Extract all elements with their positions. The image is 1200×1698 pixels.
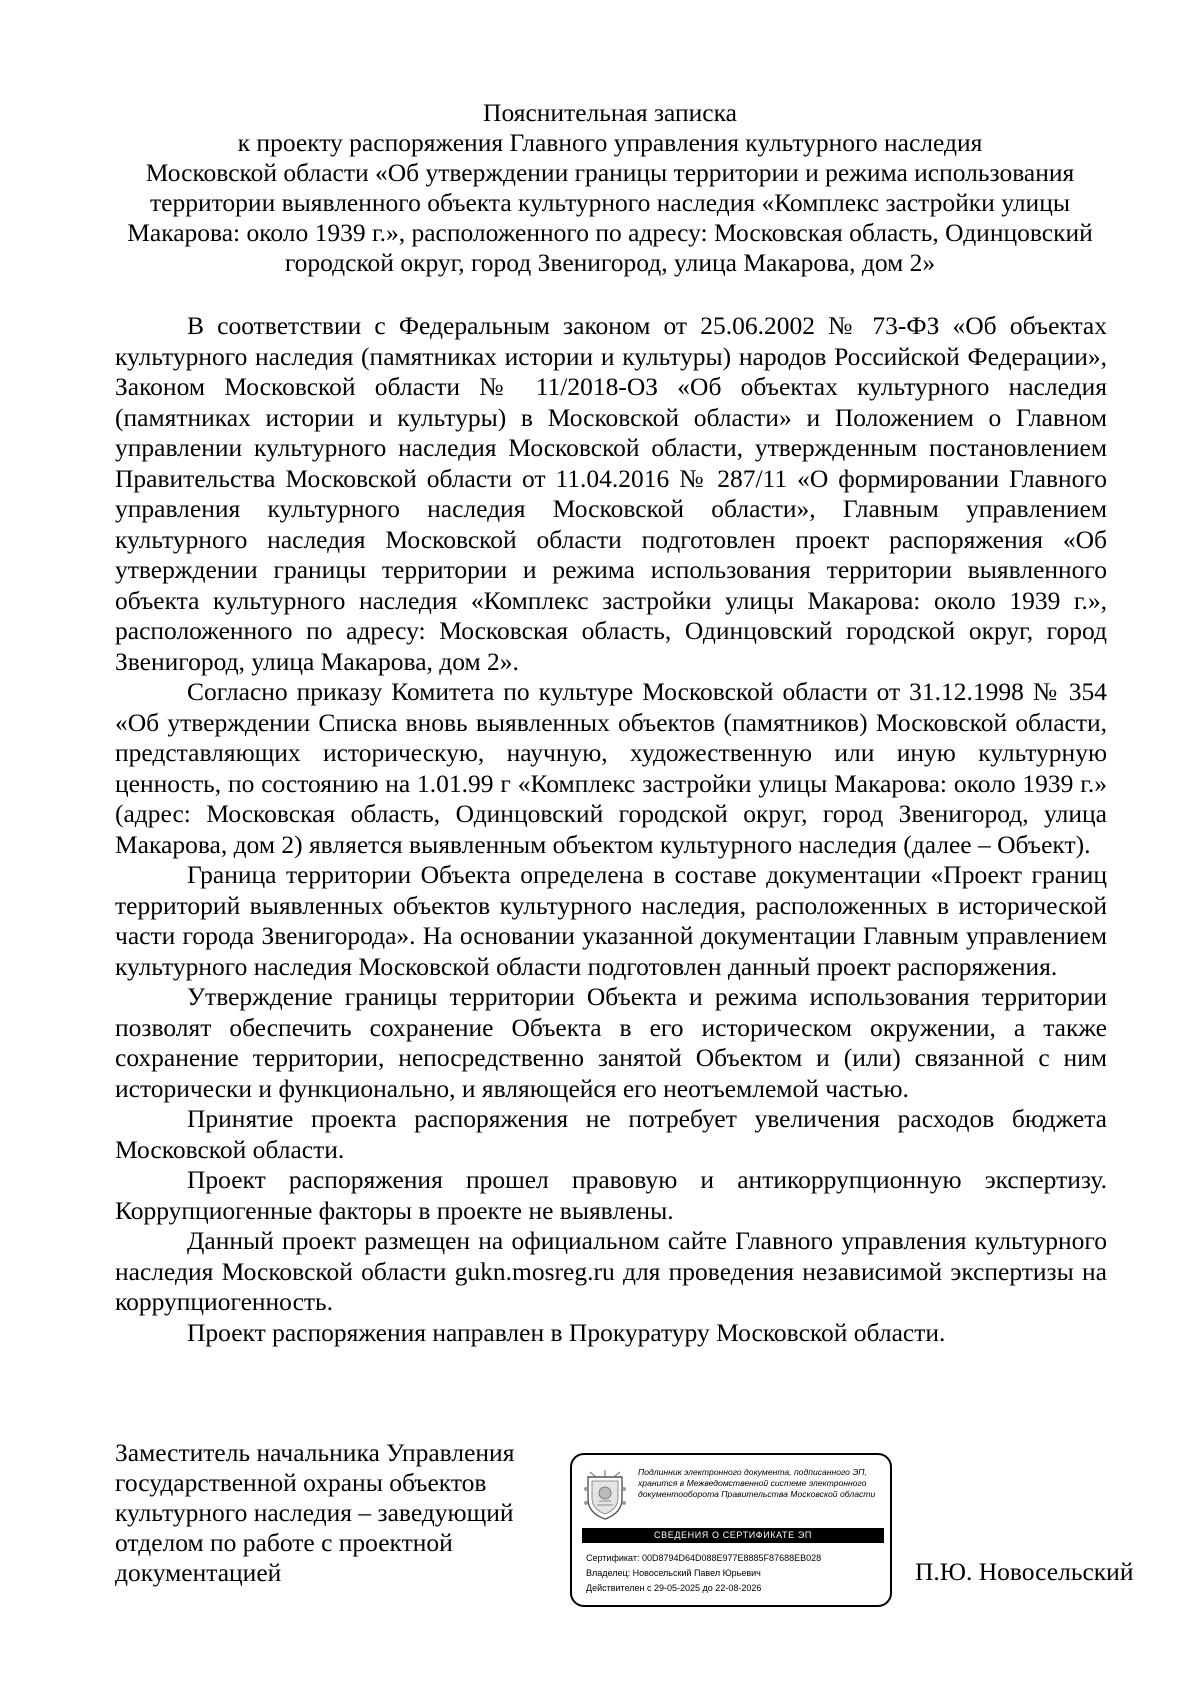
coat-of-arms-icon [582, 1469, 628, 1523]
paragraph: В соответствии с Федеральным законом от 25.06.2002 № 73-ФЗ «Об объектах культурного наследия (памятниках истории и культуры) народов Российской Федерации», Законом Московской области № 11/2018-ОЗ «Об объектах культурного наследия (памятниках истории и культуры) в Московской области» и Положением о Главном управлении культурного наследия Московской области, утвержденным постановлением Правительства Московской области от 11.04.2016 № 287/11 «О формировании Главного управления культурного наследия Московской области», Главным управлением культурного наследия Московской области подготовлен проект распоряжения «Об утверждении границы территории и режима использования территории выявленного объекта культурного наследия «Комплекс застройки улицы Макарова: около 1939 г.», расположенного по адресу: Московская область, Одинцовский городской округ, город Звенигород, улица Макарова, дом 2». [115, 311, 1107, 676]
position-line: отделом по работе с проектной [115, 1528, 453, 1557]
document-title [110, 98, 1110, 278]
title-line: территории выявленного объекта культурного наследия «Комплекс застройки улицы [150, 188, 1070, 217]
paragraph: Утверждение границы территории Объекта и режима использования территории позволят обеспечить сохранение Объекта в его историческом окружении, а также сохранение территории, непосредственно занятой Объектом и (или) связанной с ним исторически и функционально, и являющейся его неотъемлемой частью. [115, 982, 1107, 1103]
title-line: городской округ, город Звенигород, улица Макарова, дом 2» [284, 248, 936, 277]
paragraph: Проект распоряжения прошел правовую и антикоррупционную экспертизу. Коррупциогенные факторы в проекте не выявлены. [115, 1165, 1107, 1225]
title-line: к проекту распоряжения Главного управления культурного наследия [237, 128, 983, 157]
position-line: культурного наследия – заведующий [115, 1498, 514, 1527]
stamp-info-line: хранится в Межведомственной системе электронного [638, 1478, 867, 1488]
title-line: Макарова: около 1939 г.», расположенного по адресу: Московская область, Одинцовский [127, 218, 1093, 247]
position-line: документацией [115, 1558, 282, 1587]
e-signature-stamp [570, 1453, 892, 1607]
stamp-header: СВЕДЕНИЯ О СЕРТИФИКАТЕ ЭП [582, 1528, 884, 1543]
certificate-number: Сертификат: 00D8794D64D088E977E8885F87688EB028 [586, 1553, 822, 1563]
signatory-position [115, 1438, 555, 1588]
position-line: государственной охраны объектов [115, 1468, 487, 1497]
paragraph: Проект распоряжения направлен в Прокуратуру Московской области. [187, 1317, 946, 1347]
stamp-info [638, 1467, 886, 1500]
certificate-validity: Действителен с 29-05-2025 до 22-08-2026 [586, 1583, 762, 1593]
stamp-info-line: документооборота Правительства Московской области [638, 1489, 876, 1499]
paragraph: Принятие проекта распоряжения не потребует увеличения расходов бюджета Московской области. [115, 1104, 1107, 1164]
position-line: Заместитель начальника Управления [115, 1438, 515, 1467]
title-line: Московской области «Об утверждении границы территории и режима использования [145, 158, 1075, 187]
paragraph: Согласно приказу Комитета по культуре Московской области от 31.12.1998 № 354 «Об утверждении Списка вновь выявленных объектов (памятников) Московской области, представляющих историческую, научную, художественную или иную культурную ценность, по состоянию на 1.01.99 г «Комплекс застройки улицы Макарова: около 1939 г.» (адрес: Московская область, Одинцовский городской округ, город Звенигород, улица Макарова, дом 2) является выявленным объектом культурного наследия (далее – Объект). [115, 677, 1107, 859]
document-body [115, 311, 1107, 1348]
title-line: Пояснительная записка [483, 98, 737, 127]
certificate-owner: Владелец: Новосельский Павел Юрьевич [586, 1568, 761, 1578]
stamp-info-line: Подлинник электронного документа, подписанного ЭП, [638, 1467, 867, 1477]
stamp-details [586, 1551, 886, 1596]
paragraph: Данный проект размещен на официальном сайте Главного управления культурного наследия Московской области gukn.mosreg.ru для проведения независимой экспертизы на коррупциогенность. [115, 1226, 1107, 1316]
paragraph: Граница территории Объекта определена в составе документации «Проект границ территорий выявленных объектов культурного наследия, расположенных в исторической части города Звенигорода». На основании указанной документации Главным управлением культурного наследия Московской области подготовлен данный проект распоряжения. [115, 860, 1107, 981]
signatory-name: П.Ю. Новосельский [915, 1557, 1134, 1586]
